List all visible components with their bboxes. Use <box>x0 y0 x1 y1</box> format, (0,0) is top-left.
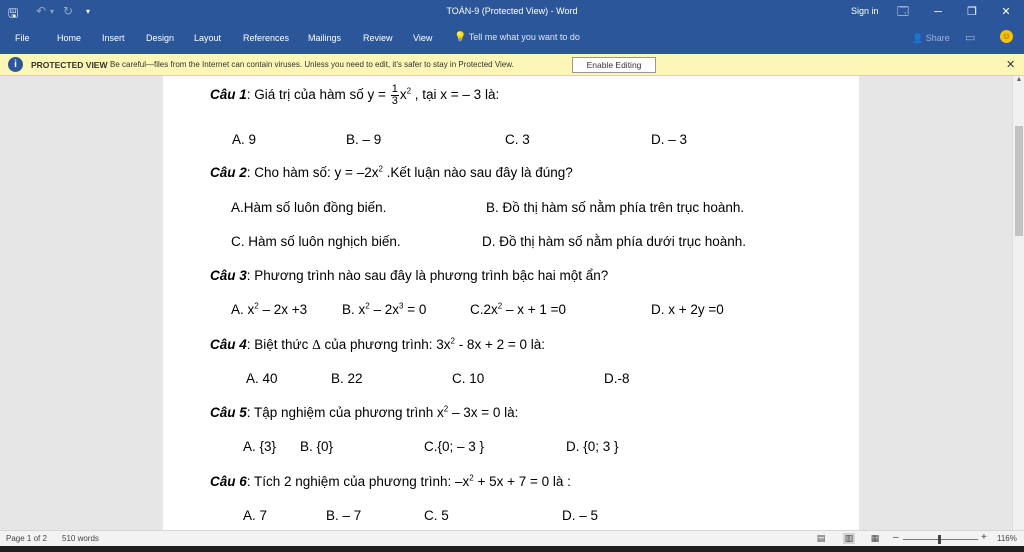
document-page <box>163 76 859 530</box>
question-4: Câu 4: Biệt thức Δ của phương trình: $3x^2 - 8x + 2 = 0$ là: <box>210 336 545 352</box>
question-1: Câu 1: Giá trị của hàm số y = $\frac{1}{3}$ $x^2$ , tại x = – 3 là: <box>210 83 500 107</box>
option-d: D. Đồ thị hàm số nằm phía dưới trục hoành. <box>482 234 747 249</box>
document-area <box>0 76 1012 530</box>
tab-view[interactable]: View <box>413 33 433 43</box>
option-b: B. 22 <box>331 371 363 386</box>
share-button[interactable] <box>912 33 950 44</box>
option-b: B. {0} <box>300 439 334 454</box>
web-layout-icon[interactable]: ▦ <box>870 533 880 543</box>
zoom-level[interactable]: 116% <box>997 534 1017 543</box>
option-b: B. – 7 <box>326 508 362 523</box>
option-c: C.{0; – 3 } <box>424 439 485 454</box>
tell-me-label: Tell me what you want to do <box>468 32 580 42</box>
option-b: B. $x^2 - 2x^3 = 0$ <box>342 301 427 317</box>
undo-icon[interactable]: ↶ <box>36 4 47 18</box>
restore-button[interactable]: ❐ <box>967 6 977 18</box>
ribbon-tabs <box>0 25 1024 54</box>
title-bar <box>0 0 1024 25</box>
smiley-feedback-icon[interactable]: ☺ <box>1001 31 1012 41</box>
enable-editing-button[interactable]: Enable Editing <box>572 57 656 73</box>
tell-me-search[interactable] <box>454 32 580 43</box>
option-d: D. – 5 <box>562 508 599 523</box>
question-3: Câu 3: Phương trình nào sau đây là phương trình bậc hai một ẩn? <box>210 268 609 283</box>
option-b: B. – 9 <box>346 132 382 147</box>
tab-review[interactable]: Review <box>363 33 393 43</box>
zoom-in-button[interactable]: + <box>981 532 987 543</box>
question-6: Câu 6: Tích 2 nghiệm của phương trình: $-x^2 + 5x + 7 = 0$ là : <box>210 473 571 489</box>
window-title: TOÁN-9 (Protected View) - Word <box>446 6 578 16</box>
minimize-button[interactable]: ─ <box>934 6 942 18</box>
question-2: Câu 2: Cho hàm số: $y = -2x^2$ .Kết luận nào sau đây là đúng? <box>210 164 573 180</box>
read-mode-icon[interactable]: ▤ <box>816 533 826 543</box>
status-bar <box>0 530 1024 546</box>
option-c: $C.2x^2 - x + 1 =0$ <box>470 301 567 317</box>
shield-info-icon: i <box>8 57 23 72</box>
word-count[interactable]: 510 words <box>62 534 99 543</box>
share-label: Share <box>925 33 950 43</box>
protected-view-label: PROTECTED VIEW <box>31 60 108 70</box>
option-a: A.Hàm số luôn đồng biến. <box>231 200 387 215</box>
taskbar <box>0 546 1024 552</box>
tab-insert[interactable]: Insert <box>102 33 125 43</box>
question-5: Câu 5: Tập nghiệm của phương trình $x^2 - 3x = 0$ là: <box>210 404 519 420</box>
page-count[interactable]: Page 1 of 2 <box>6 534 47 543</box>
option-d: D. x + 2y =0 <box>651 302 724 317</box>
option-c: C. Hàm số luôn nghịch biến. <box>231 234 401 249</box>
comments-icon[interactable]: ▭ <box>965 32 976 44</box>
protected-view-bar <box>0 54 1024 76</box>
tab-references[interactable]: References <box>243 33 290 43</box>
person-icon: 👤 <box>912 33 924 43</box>
option-d: D. – 3 <box>651 132 688 147</box>
close-button[interactable]: ✕ <box>1001 6 1011 18</box>
option-c: C. 3 <box>505 132 530 147</box>
option-a: A. 9 <box>232 132 257 147</box>
tab-design[interactable]: Design <box>146 33 175 43</box>
lightbulb-icon: 💡 <box>454 32 467 43</box>
protected-view-message: Be careful—files from the Internet can contain viruses. Unless you need to edit, it's safer to stay in Protected View. <box>110 60 514 69</box>
redo-icon[interactable]: ↻ <box>63 4 74 18</box>
undo-dropdown-icon[interactable]: ▾ <box>50 7 55 16</box>
option-a: A. 40 <box>246 371 278 386</box>
print-layout-icon[interactable]: ▥ <box>844 533 854 543</box>
tab-file[interactable]: File <box>15 33 30 43</box>
option-d: D.-8 <box>604 371 630 386</box>
option-c: C. 5 <box>424 508 449 523</box>
sign-in-link[interactable]: Sign in <box>851 6 879 16</box>
close-icon[interactable]: ✕ <box>1006 59 1016 71</box>
option-a: A. {3} <box>243 439 277 454</box>
scroll-thumb[interactable] <box>1015 126 1023 236</box>
tab-layout[interactable]: Layout <box>194 33 222 43</box>
option-a: A. 7 <box>243 508 268 523</box>
option-b: B. Đồ thị hàm số nằm phía trên trục hoành. <box>486 200 745 215</box>
zoom-out-button[interactable]: – <box>893 532 899 543</box>
zoom-slider-thumb[interactable] <box>938 535 941 544</box>
ribbon-display-icon[interactable]: 🗔 <box>897 6 909 18</box>
option-d: D. {0; 3 } <box>566 439 619 454</box>
scroll-up-icon[interactable]: ▲ <box>1015 76 1023 83</box>
customize-icon[interactable]: ▾ <box>86 7 91 16</box>
tab-home[interactable]: Home <box>57 33 82 43</box>
vertical-scrollbar[interactable] <box>1012 76 1024 530</box>
fraction: $\frac{1}{3}$ <box>391 83 398 107</box>
tab-mailings[interactable]: Mailings <box>308 33 342 43</box>
option-a: A. $x^2 - 2x +3$ <box>231 301 308 317</box>
save-icon[interactable]: 🖫 <box>8 6 19 20</box>
option-c: C. 10 <box>452 371 485 386</box>
